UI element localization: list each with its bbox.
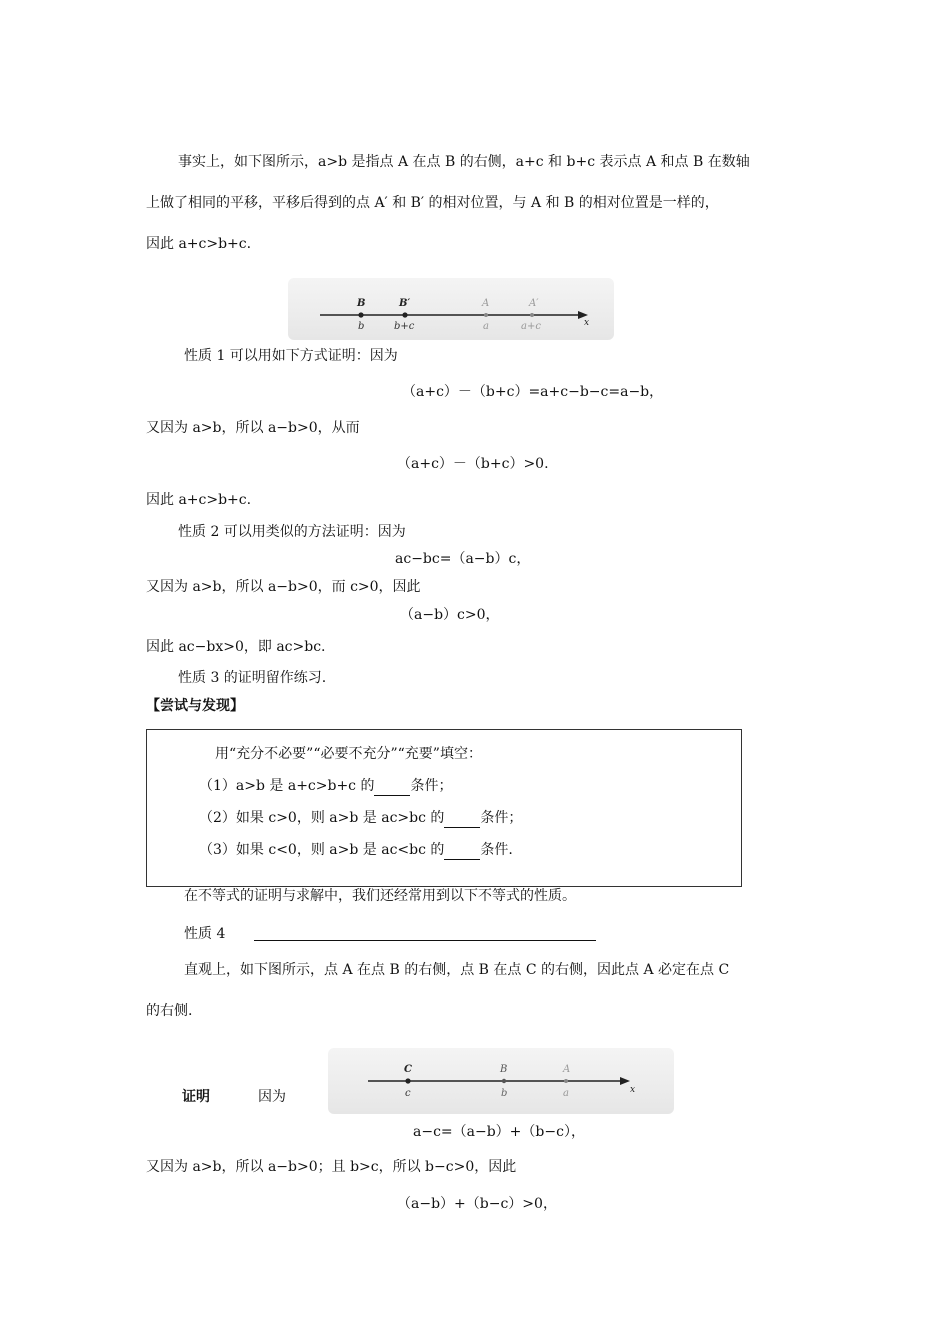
paragraph-line: 又因为 a>b，所以 a−b>0，从而 bbox=[146, 420, 360, 436]
axis-arrow bbox=[620, 1077, 630, 1085]
point-c bbox=[405, 1078, 410, 1083]
exercise-item-3-text: （3）如果 c<0，则 a>b 是 ac<bc 的 bbox=[199, 842, 445, 858]
label-bottom-b: b bbox=[358, 321, 365, 332]
point-b bbox=[358, 312, 363, 317]
paragraph-line: 又因为 a>b，所以 a−b>0，而 c>0，因此 bbox=[146, 579, 421, 595]
exercise-item-2-suffix: 条件； bbox=[480, 810, 523, 826]
property-4-fill-line[interactable] bbox=[254, 940, 596, 941]
label-bottom-a: a bbox=[563, 1088, 569, 1099]
point-b bbox=[502, 1079, 506, 1083]
paragraph-line: 因此 ac−bx>0，即 ac>bc. bbox=[146, 639, 326, 655]
paragraph-line: 在不等式的证明与求解中，我们还经常用到以下不等式的性质。 bbox=[184, 888, 576, 904]
label-top-a-prime: A′ bbox=[529, 298, 539, 309]
label-top-c: C bbox=[404, 1064, 412, 1075]
exercise-item-2-text: （2）如果 c>0，则 a>b 是 ac>bc 的 bbox=[199, 810, 445, 826]
label-bottom-a: a bbox=[483, 321, 489, 332]
equation: ac−bc=（a−b）c， bbox=[395, 551, 531, 567]
exercise-item-1 bbox=[199, 776, 452, 796]
label-bottom-b-plus-c: b+c bbox=[394, 321, 415, 332]
label-top-a: A bbox=[482, 298, 490, 309]
paragraph-line: 直观上，如下图所示，点 A 在点 B 的右侧，点 B 在点 C 的右侧，因此点 A 必定在点 C bbox=[184, 962, 730, 978]
paragraph-line: 上做了相同的平移，平移后得到的点 A′ 和 B′ 的相对位置，与 A 和 B 的相对位置是一样的， bbox=[146, 195, 719, 211]
label-top-a: A bbox=[563, 1064, 571, 1075]
section-title: 【尝试与发现】 bbox=[146, 698, 244, 714]
equation: （a+c）－（b+c）=a+c−b−c=a−b， bbox=[402, 384, 664, 400]
proof-label: 证明 bbox=[182, 1089, 210, 1105]
exercise-item-1-text: （1）a>b 是 a+c>b+c 的 bbox=[199, 778, 375, 794]
proof-because: 因为 bbox=[258, 1089, 286, 1105]
label-bottom-c: c bbox=[405, 1088, 411, 1099]
paragraph-line: 因此 a+c>b+c. bbox=[146, 236, 252, 252]
paragraph-line: 的右侧. bbox=[146, 1003, 193, 1019]
equation: （a−b）c>0， bbox=[400, 607, 500, 623]
equation: （a+c）－（b+c）>0. bbox=[397, 456, 549, 472]
axis-label: x bbox=[584, 318, 590, 328]
label-top-b-prime: B′ bbox=[399, 298, 411, 309]
answer-blank-1[interactable] bbox=[374, 781, 410, 796]
paragraph-line: 事实上，如下图所示，a>b 是指点 A 在点 B 的右侧，a+c 和 b+c 表示点 A 和点 B 在数轴 bbox=[178, 154, 750, 170]
paragraph-line: 性质 3 的证明留作练习. bbox=[178, 670, 327, 686]
paragraph-line: 又因为 a>b，所以 a−b>0；且 b>c，所以 b−c>0，因此 bbox=[146, 1159, 517, 1175]
exercise-item-3-suffix: 条件. bbox=[480, 842, 513, 858]
equation: （a−b）+（b−c）>0， bbox=[397, 1196, 557, 1212]
axis-label: x bbox=[630, 1085, 636, 1095]
number-line-figure-1 bbox=[288, 278, 614, 340]
property-4-label: 性质 4 bbox=[184, 926, 226, 942]
point-b-prime bbox=[402, 312, 407, 317]
label-bottom-b: b bbox=[501, 1088, 508, 1099]
label-top-b: B bbox=[500, 1064, 508, 1075]
number-line-figure-2 bbox=[328, 1048, 674, 1114]
label-top-b: B bbox=[357, 298, 366, 309]
paragraph-line: 性质 2 可以用类似的方法证明：因为 bbox=[178, 524, 406, 540]
paragraph-line: 性质 1 可以用如下方式证明：因为 bbox=[184, 348, 398, 364]
exercise-item-3 bbox=[199, 840, 513, 860]
exercise-item-1-suffix: 条件； bbox=[410, 778, 453, 794]
answer-blank-3[interactable] bbox=[444, 845, 480, 860]
paragraph-line: 因此 a+c>b+c. bbox=[146, 492, 252, 508]
point-a bbox=[484, 313, 488, 317]
equation: a−c=（a−b）+（b−c）， bbox=[413, 1124, 585, 1140]
answer-blank-2[interactable] bbox=[444, 813, 480, 828]
point-a bbox=[564, 1079, 568, 1083]
point-a-prime bbox=[530, 313, 534, 317]
exercise-item-2 bbox=[199, 808, 522, 828]
exercise-box bbox=[146, 729, 742, 887]
label-bottom-a-plus-c: a+c bbox=[521, 321, 541, 332]
number-line-2 bbox=[328, 1048, 674, 1114]
number-line-1 bbox=[288, 278, 614, 340]
exercise-instruction: 用“充分不必要”“必要不充分”“充要”填空： bbox=[215, 746, 482, 762]
